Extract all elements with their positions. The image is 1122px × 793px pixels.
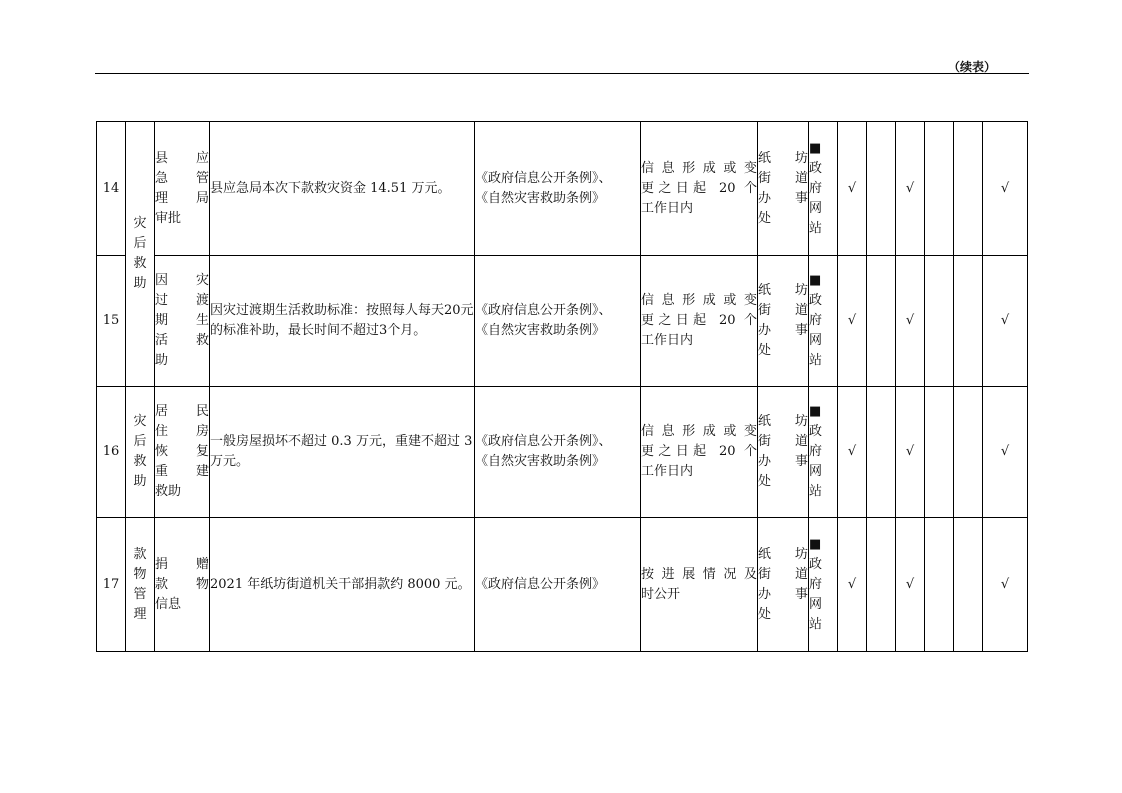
channel-cell: ■ 政 府 网 站 bbox=[809, 387, 838, 518]
checkbox-filled-icon: ■ bbox=[809, 536, 822, 552]
channel-cell: ■ 政 府 网 站 bbox=[809, 518, 838, 652]
check-mark bbox=[954, 256, 983, 387]
content-cell: 因灾过渡期生活救助标准：按照每人每天20元的标准补助，最长时间不超过3个月。 bbox=[210, 256, 475, 387]
table-row bbox=[97, 387, 1028, 518]
disclosure-table bbox=[96, 121, 1028, 652]
content-cell: 县应急局本次下款救灾资金 14.51 万元。 bbox=[210, 122, 475, 256]
category-cell: 灾 后 救 助 bbox=[126, 387, 155, 518]
table-row bbox=[97, 518, 1028, 652]
checkbox-filled-icon: ■ bbox=[809, 404, 822, 419]
check-mark bbox=[867, 518, 896, 652]
item-cell: 居 民 住 房 恢 复 重 建 救助 bbox=[155, 387, 210, 518]
check-mark bbox=[925, 256, 954, 387]
subject-cell: 纸 坊 街 道 办 事 处 bbox=[758, 387, 809, 518]
check-mark: √ bbox=[896, 256, 925, 387]
subject-cell: 纸 坊 街 道 办 事 处 bbox=[758, 518, 809, 652]
basis-cell: 《政府信息公开条例》、 《自然灾害救助条例》 bbox=[475, 256, 641, 387]
check-mark: √ bbox=[838, 256, 867, 387]
check-mark bbox=[867, 122, 896, 256]
check-mark: √ bbox=[896, 518, 925, 652]
time-cell: 信息形成或变 更之日起 20 个 工作日内 bbox=[641, 256, 758, 387]
check-mark: √ bbox=[983, 122, 1028, 256]
item-cell: 县 应 急 管 理 局 审批 bbox=[155, 122, 210, 256]
basis-cell: 《政府信息公开条例》、 《自然灾害救助条例》 bbox=[475, 122, 641, 256]
table-row bbox=[97, 122, 1028, 256]
channel-cell: ■ 政 府 网 站 bbox=[809, 122, 838, 256]
check-mark bbox=[954, 518, 983, 652]
header-rule bbox=[95, 73, 1029, 74]
check-mark bbox=[925, 122, 954, 256]
item-cell: 捐 赠 款 物 信息 bbox=[155, 518, 210, 652]
check-mark: √ bbox=[983, 387, 1028, 518]
continued-label: （续表） bbox=[947, 60, 996, 74]
row-number: 17 bbox=[97, 518, 126, 652]
check-mark bbox=[925, 387, 954, 518]
check-mark: √ bbox=[896, 387, 925, 518]
row-number: 14 bbox=[97, 122, 126, 256]
check-mark bbox=[954, 387, 983, 518]
check-mark: √ bbox=[896, 122, 925, 256]
content-cell: 2021 年纸坊街道机关干部捐款约 8000 元。 bbox=[210, 518, 475, 652]
subject-cell: 纸 坊 街 道 办 事 处 bbox=[758, 122, 809, 256]
checkbox-filled-icon: ■ bbox=[809, 273, 822, 288]
check-mark: √ bbox=[838, 518, 867, 652]
basis-cell: 《政府信息公开条例》 bbox=[475, 518, 641, 652]
check-mark bbox=[867, 256, 896, 387]
check-mark bbox=[925, 518, 954, 652]
check-mark: √ bbox=[838, 122, 867, 256]
category-cell: 款 物 管 理 bbox=[126, 518, 155, 652]
time-cell: 信息形成或变 更之日起 20 个 工作日内 bbox=[641, 122, 758, 256]
check-mark: √ bbox=[983, 518, 1028, 652]
check-mark bbox=[867, 387, 896, 518]
subject-cell: 纸 坊 街 道 办 事 处 bbox=[758, 256, 809, 387]
row-number: 16 bbox=[97, 387, 126, 518]
time-cell: 按进展情况及 时公开 bbox=[641, 518, 758, 652]
time-cell: 信息形成或变 更之日起 20 个 工作日内 bbox=[641, 387, 758, 518]
check-mark: √ bbox=[983, 256, 1028, 387]
check-mark bbox=[954, 122, 983, 256]
basis-cell: 《政府信息公开条例》、 《自然灾害救助条例》 bbox=[475, 387, 641, 518]
item-cell: 因 灾 过 渡 期 生 活 救 助 bbox=[155, 256, 210, 387]
check-mark: √ bbox=[838, 387, 867, 518]
channel-cell: ■ 政 府 网 站 bbox=[809, 256, 838, 387]
content-cell: 一般房屋损坏不超过 0.3 万元，重建不超过 3 万元。 bbox=[210, 387, 475, 518]
category-cell: 灾 后 救 助 bbox=[126, 122, 155, 387]
checkbox-filled-icon: ■ bbox=[809, 140, 822, 156]
row-number: 15 bbox=[97, 256, 126, 387]
table-row bbox=[97, 256, 1028, 387]
